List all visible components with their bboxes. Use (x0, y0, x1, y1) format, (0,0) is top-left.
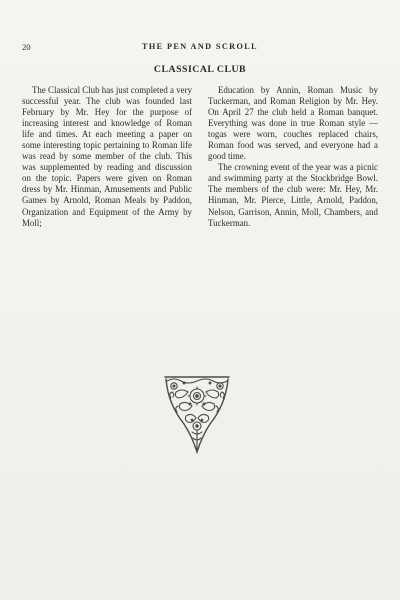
paragraph-right-2: The crowning event of the year was a picnic and swimming party at the Stockbridge Bowl. The members of the club were: Mr. Hey, Mr. Hinman, Mr. Pierce, Little, Arnold, Paddon, Nelson, Garrison, Annin, Moll, Chambers, and Tuckerman. (208, 162, 378, 228)
page-number: 20 (22, 42, 31, 52)
journal-title: THE PEN AND SCROLL (142, 42, 258, 51)
right-column (208, 85, 378, 229)
article-body (22, 85, 378, 229)
left-column (22, 85, 192, 229)
running-head (22, 42, 378, 54)
floral-triangle-ornament-icon (162, 374, 232, 454)
paragraph-left: The Classical Club has just completed a very successful year. The club was founded last February by Mr. Hey for the purpose of increasing interest and knowledge of Roman life and times. At each meeting a paper on some interesting topic pertaining to Roman life was read by some member of the club. This was supplemented by reading and discussion on the topic. Papers were given on Roman dress by Mr. Hinman, Amusements and Public Games by Arnold, Roman Meals by Paddon, Organization and Equipment of the Army by Moll; (22, 85, 192, 228)
paragraph-right-1: Education by Annin, Roman Music by Tuckerman, and Roman Religion by Mr. Hey. On April 27 the club held a Roman banquet. Everything was done in true Roman style — togas were worn, couches replaced chairs, Roman food was served, and everyone had a good time. (208, 85, 378, 162)
article-title: CLASSICAL CLUB (153, 64, 247, 75)
